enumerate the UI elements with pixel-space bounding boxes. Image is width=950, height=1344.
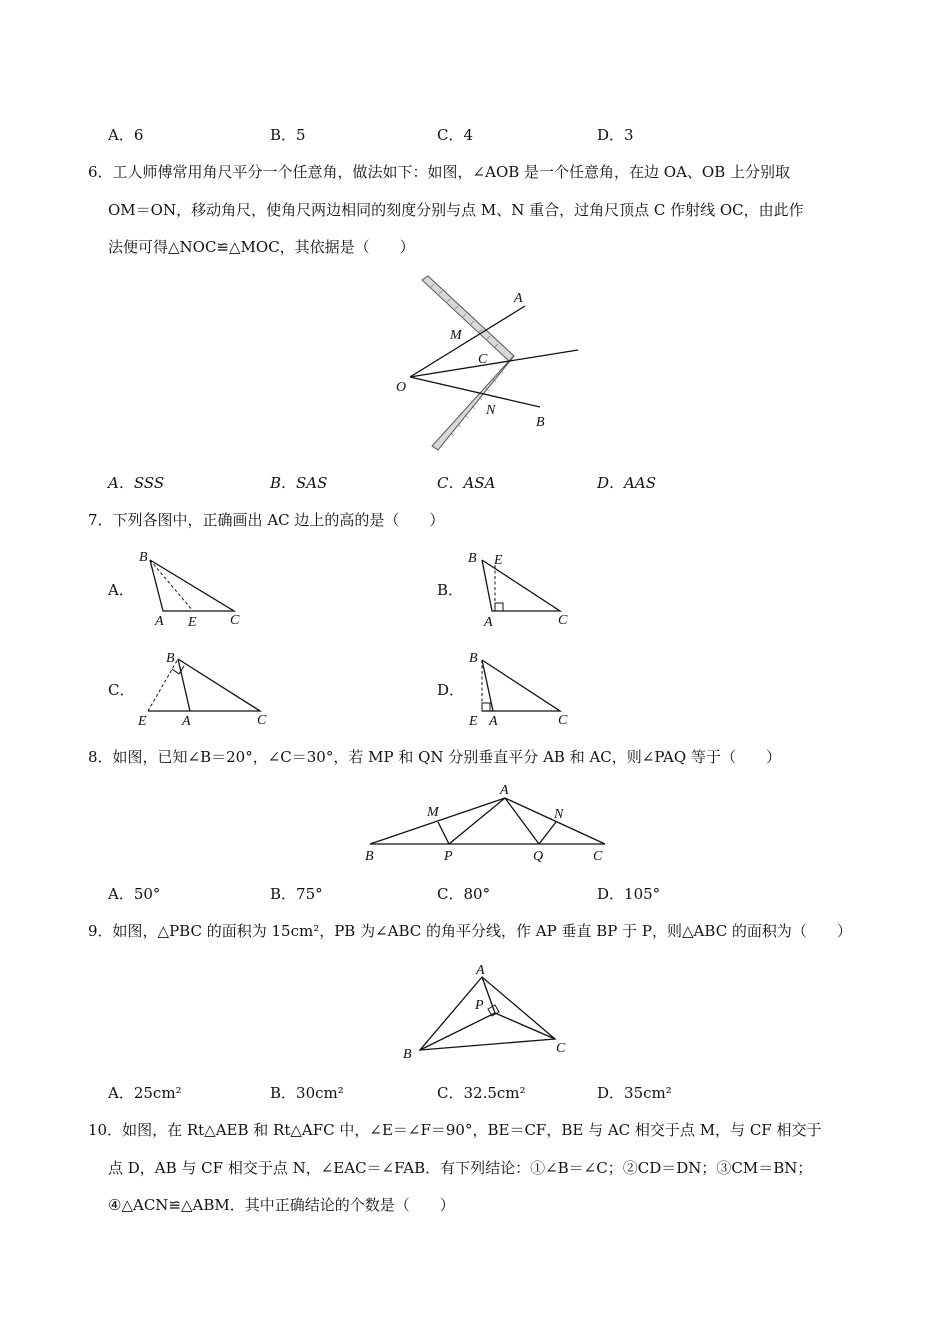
q9-label-b: B xyxy=(403,1047,412,1062)
label-m: M xyxy=(450,328,462,343)
fig-b-label-b: B xyxy=(468,551,477,566)
fig-d-label-b: B xyxy=(469,651,478,666)
q6-option-d: D．AAS xyxy=(597,474,656,492)
q6-stem-line1: 6．工人师傅常用角尺平分一个任意角，做法如下：如图，∠AOB 是一个任意角，在边 OA、OB 上分别取 xyxy=(88,163,791,181)
q9-option-d: D．35cm² xyxy=(597,1084,672,1102)
label-n: N xyxy=(486,403,496,418)
fig-a-label-b: B xyxy=(139,550,148,565)
q6-stem-line2: OM＝ON，移动角尺，使角尺两边相同的刻度分别与点 M、N 重合，过角尺顶点 C 作射线 OC，由此作 xyxy=(108,201,804,219)
q8-label-b: B xyxy=(365,849,374,864)
label-c: C xyxy=(478,352,488,367)
q7-figure-c xyxy=(130,645,275,730)
q8-label-p: P xyxy=(444,849,453,864)
fig-a-label-e: E xyxy=(188,615,197,630)
q6-option-b: B．SAS xyxy=(270,474,328,492)
ray-oc xyxy=(410,350,578,377)
fig-b-label-c: C xyxy=(558,613,568,628)
q9-figure xyxy=(395,955,580,1065)
q7-option-d: D． xyxy=(437,681,465,699)
q8-figure xyxy=(355,778,615,868)
q9-label-a: A xyxy=(476,963,485,978)
q8-option-a: A．50° xyxy=(108,885,161,903)
q7-option-a: A． xyxy=(108,581,134,599)
q7-option-b: B． xyxy=(437,581,464,599)
q9-label-c: C xyxy=(556,1041,566,1056)
q9-option-c: C．32.5cm² xyxy=(437,1084,526,1102)
fig-d-label-c: C xyxy=(558,713,568,728)
q8-option-b: B．75° xyxy=(270,885,323,903)
q8-label-c: C xyxy=(593,849,603,864)
q5-option-d: D．3 xyxy=(597,126,634,144)
q8-stem: 8．如图，已知∠B＝20°，∠C＝30°，若 MP 和 QN 分别垂直平分 AB 和 AC，则∠PAQ 等于（ ） xyxy=(88,748,781,766)
q8-label-q: Q xyxy=(533,849,544,864)
label-b: B xyxy=(536,415,545,430)
q7-figure-d xyxy=(460,645,590,730)
fig-c-label-e: E xyxy=(138,714,147,729)
q7-figure-a xyxy=(130,545,260,630)
q8-label-n: N xyxy=(554,807,564,822)
q9-stem: 9．如图，△PBC 的面积为 15cm²，PB 为∠ABC 的角平分线，作 AP 垂直 BP 于 P，则△ABC 的面积为（ ） xyxy=(88,922,852,940)
fig-a-label-c: C xyxy=(230,613,240,628)
q6-option-c: C．ASA xyxy=(437,474,496,492)
q6-option-a: A．SSS xyxy=(108,474,165,492)
q7-stem: 7．下列各图中，正确画出 AC 边上的高的是（ ） xyxy=(88,511,445,529)
fig-d-label-a: A xyxy=(489,714,498,729)
q8-label-m: M xyxy=(427,805,439,820)
q5-option-a: A．6 xyxy=(108,126,144,144)
q8-option-c: C．80° xyxy=(437,885,491,903)
fig-c-label-c: C xyxy=(257,713,267,728)
q10-stem-line3: ④△ACN≌△ABM．其中正确结论的个数是（ ） xyxy=(108,1196,455,1214)
q9-option-b: B．30cm² xyxy=(270,1084,344,1102)
fig-c-label-b: B xyxy=(166,651,175,666)
label-a: A xyxy=(514,291,523,306)
label-o: O xyxy=(396,380,407,395)
fig-a-label-a: A xyxy=(155,614,164,629)
q9-label-p: P xyxy=(475,998,484,1013)
q10-stem-line2: 点 D，AB 与 CF 相交于点 N，∠EAC＝∠FAB．有下列结论：①∠B＝∠C；②CD＝DN；③CM＝BN； xyxy=(108,1159,813,1177)
q8-option-d: D．105° xyxy=(597,885,661,903)
fig-d-label-e: E xyxy=(469,714,478,729)
q10-stem-line1: 10．如图，在 Rt△AEB 和 Rt△AFC 中，∠E＝∠F＝90°，BE＝CF，BE 与 AC 相交于点 M，与 CF 相交于 xyxy=(88,1121,822,1139)
q7-option-c: C． xyxy=(108,681,135,699)
q7-figure-b xyxy=(460,545,590,630)
fig-b-label-a: A xyxy=(484,615,493,630)
q5-option-b: B．5 xyxy=(270,126,306,144)
q8-label-a: A xyxy=(500,783,509,798)
q9-option-a: A．25cm² xyxy=(108,1084,182,1102)
q5-option-c: C．4 xyxy=(437,126,474,144)
fig-b-label-e: E xyxy=(494,553,503,568)
q6-stem-line3: 法便可得△NOC≌△MOC，其依据是（ ） xyxy=(108,238,415,256)
q6-figure xyxy=(390,270,590,460)
fig-c-label-a: A xyxy=(182,714,191,729)
